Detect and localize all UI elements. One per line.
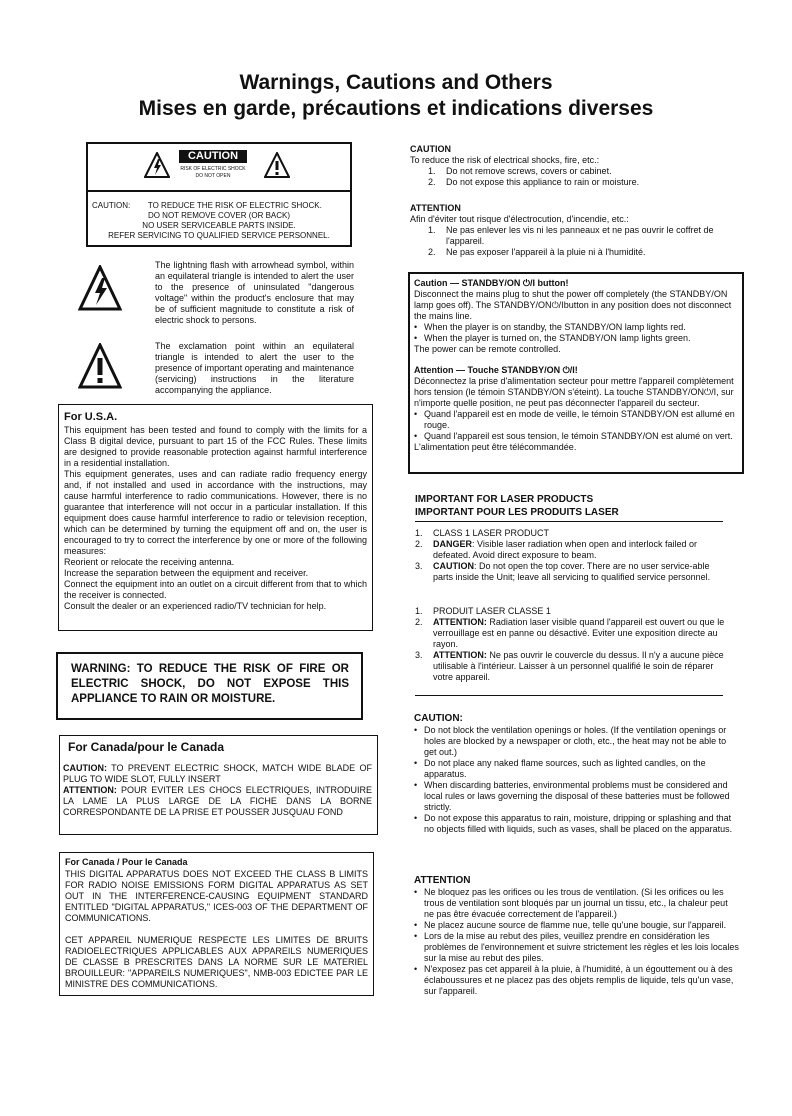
caution-label-line-3: NO USER SERVICEABLE PARTS INSIDE. <box>142 221 296 230</box>
caution-vent-heading: CAUTION: <box>414 713 463 724</box>
standby-fr-line: Déconnectez la prise d'alimentation secteur pour mettre l'appareil complètement hors tension (le témoin STANDBY/ON s'éteint). La touche STANDBY/ON <box>414 376 734 397</box>
caution-item-text: Do not expose this appliance to rain or moisture. <box>446 177 640 187</box>
laser-fr-item: 3. ATTENTION: Ne pas ouvrir le couvercle du dessus. Il n'y a aucune pièce utilisable à l'intérieur. Laisser à un personnel qualifié le soin de réparer votre appareil. <box>415 650 724 682</box>
laser-en-item: 3. CAUTION: Do not open the top cover. There are no user service-able parts inside the Unit; leave all servicing to qualified service personnel. <box>415 561 711 582</box>
power-icon: ⏻/I <box>704 387 717 397</box>
attention-item-text: Ne pas exposer l'appareil à la pluie ni à l'humidité. <box>446 247 646 257</box>
usa-paragraph: Consult the dealer or an experienced radio/TV technician for help. <box>64 601 327 611</box>
standby-fr-heading-text: Attention — Touche STANDBY/ON <box>414 365 563 375</box>
standby-fr-bullet: • Quand l'appareil est sous tension, le témoin STANDBY/ON est alumé on vert. <box>414 431 740 442</box>
standby-fr-text <box>414 376 740 409</box>
attention-heading: ATTENTION <box>410 203 461 213</box>
power-icon: ⏻/I <box>562 365 575 375</box>
usa-box <box>58 404 373 631</box>
caution-label-divider <box>88 190 350 192</box>
canada-caution-label: CAUTION: <box>63 763 107 773</box>
caution-section <box>410 144 745 188</box>
caution-heading: CAUTION <box>410 144 451 154</box>
usa-heading: For U.S.A. <box>64 411 118 423</box>
caution-label-line-2: DO NOT REMOVE COVER (OR BACK) <box>147 211 291 220</box>
attention-vent-item: • N'exposez pas cet appareil à la pluie, à l'humidité, à un égouttement ou à des éclaboussures et ne placez pas des objets remplis de liquide, tels qu'un vase, sur l'appareil. <box>414 964 739 997</box>
attention-vent-item: • Lors de la mise au rebut des piles, veuillez prendre en considération les problèmes de l'environnement et suivre strictement les règles et les lois locales sur la mise au rebut des piles. <box>414 931 739 964</box>
laser-heading-fr: IMPORTANT POUR LES PRODUITS LASER <box>415 507 619 518</box>
canada-ices-box <box>59 852 374 996</box>
risk-line-1: RISK OF ELECTRIC SHOCK <box>180 166 246 172</box>
canada-ices-fr: CET APPAREIL NUMERIQUE RESPECTE LES LIMITES DE BRUITS RADIOELECTRIQUES APPLICABLES AUX APPAREILS NUMERIQUES DE CLASSE B PRESCRITES DANS LA NORME SUR LE MATERIEL BROUILLEUR: "APPAREILS NUMERIQUES", NMB-003 EDICTEE PAR LE MINISTRE DES COMMUNICATIONS. <box>65 935 368 989</box>
laser-fr-item: 1. PRODUIT LASER CLASSE 1 <box>415 606 551 616</box>
caution-item: 2. Do not expose this appliance to rain or moisture. <box>428 177 640 187</box>
standby-en-bullet: • When the player is turned on, the STANDBY/ON lamp lights green. <box>414 333 740 344</box>
power-icon: ⏻/I <box>551 300 564 310</box>
laser-rule-top <box>415 521 723 522</box>
usa-paragraph: Increase the separation between the equipment and receiver. <box>64 568 309 578</box>
standby-fr-line: , sur n'importe quelle position, ne peut pas déconnecter l'appareil du secteur. <box>414 387 734 408</box>
power-icon: ⏻/I <box>522 278 535 288</box>
standby-fr-end: L'alimentation peut être télécommandée. <box>414 442 577 452</box>
standby-box <box>408 272 744 474</box>
laser-en-item: 1. CLASS 1 LASER PRODUCT <box>415 528 550 538</box>
lightning-triangle-icon <box>78 265 122 311</box>
laser-fr-list <box>415 606 727 683</box>
usa-paragraph: This equipment generates, uses and can radiate radio frequency energy and, if not installed and used in accordance with the instructions, may cause harmful interference to radio communications. However, there is no guarantee that interference will not occur in a particular installation. If this equipment does cause harmful interference to radio or television reception, which can be determined by turning the equipment off and on, the user is encouraged to try to correct the interference by one or more of the following measures: <box>64 469 367 556</box>
standby-en-text <box>414 289 740 322</box>
page-subtitle: Mises en garde, précautions et indications diverses <box>138 97 654 120</box>
usa-body <box>64 425 367 612</box>
exclamation-explanation: The exclamation point within an equilateral triangle is intended to alert the user to the presence of important operating and maintenance (servicing) instructions in the literature accompanying the appliance. <box>155 341 354 395</box>
laser-en-list <box>415 528 727 583</box>
laser-fr-item: 2. ATTENTION: Radiation laser visible quand l'appareil est ouvert ou que le verrouillage est en panne ou désactivé. Eviter une exposition directe au rayon. <box>415 617 725 649</box>
laser-en-item: 2. DANGER: Visible laser radiation when open and interlock failed or defeated. Avoid direct exposure to beam. <box>415 539 697 560</box>
attention-section <box>410 203 745 258</box>
standby-en-bullet: • When the player is on standby, the STANDBY/ON lamp lights red. <box>414 322 740 333</box>
canada-heading: For Canada/pour le Canada <box>68 740 225 754</box>
standby-en-heading <box>414 278 740 289</box>
canada-attention-text: POUR EVITER LES CHOCS ELECTRIQUES, INTRODUIRE LA LAME LA PLUS LARGE DE LA FICHE DANS LA BORNE CORRESPONDANTE DE LA PRISE ET POUSSER JUSQUAU FOND <box>63 785 372 817</box>
standby-en-heading-text: Caution — STANDBY/ON <box>414 278 523 288</box>
standby-fr-heading-end: ! <box>574 365 578 375</box>
standby-fr <box>414 365 740 453</box>
caution-vent-section <box>414 712 739 835</box>
warning-text: WARNING: TO REDUCE THE RISK OF FIRE OR ELECTRIC SHOCK, DO NOT EXPOSE THIS APPLIANCE TO RAIN OR MOISTURE. <box>71 663 349 705</box>
page-title: Warnings, Cautions and Others <box>239 71 553 94</box>
attention-item-text: Ne pas enlever les vis ni les panneaux et ne pas ouvrir le coffret de l'appareil. <box>446 225 714 246</box>
standby-en-line: button in any position does not disconnect the mains line. <box>414 300 732 321</box>
canada-caution <box>63 763 372 785</box>
exclamation-triangle-icon <box>78 343 122 389</box>
standby-en-line: Disconnect the mains plug to shut the power off completely (the STANDBY/ON lamp goes off). The STANDBY/ON <box>414 289 728 310</box>
lightning-triangle-icon <box>144 152 170 178</box>
caution-vent-item: • When discarding batteries, environmental problems must be considered and local rules or laws governing the disposal of these batteries must be followed strictly. <box>414 780 739 813</box>
standby-en <box>414 278 740 355</box>
canada-attention-label: ATTENTION: <box>63 785 117 795</box>
lightning-explanation: The lightning flash with arrowhead symbol, within an equilateral triangle is intended to alert the user to the presence of uninsulated "dangerous voltage" within the product's enclosure that may be of sufficient magnitude to constitute a risk of electric shock to persons. <box>155 260 354 325</box>
attention-item: 2. Ne pas exposer l'appareil à la pluie ni à l'humidité. <box>428 247 646 257</box>
laser-en-item-text: CLASS 1 LASER PRODUCT <box>433 528 550 538</box>
caution-label-box <box>86 142 352 247</box>
warning-box <box>56 652 363 720</box>
laser-fr-item-label: ATTENTION: <box>433 617 487 627</box>
attention-vent-item: • Ne placez aucune source de flamme nue, telle qu'une bougie, sur l'appareil. <box>414 920 739 931</box>
laser-fr-item-label: ATTENTION: <box>433 650 487 660</box>
caution-label-line-1: CAUTION: TO REDUCE THE RISK OF ELECTRIC SHOCK. <box>92 201 322 210</box>
standby-en-end: The power can be remote controlled. <box>414 344 561 354</box>
laser-fr-item-text: Radiation laser visible quand l'appareil est ouvert ou que le verrouillage est en panne ou désactivé. Eviter une exposition directe au rayon. <box>433 617 725 649</box>
caution-vent-item: • Do not expose this apparatus to rain, moisture, dripping or splashing and that no objects filled with liquids, such as vases, shall be placed on the apparatus. <box>414 813 739 835</box>
canada-attention <box>63 785 372 818</box>
standby-fr-heading <box>414 365 740 376</box>
attention-intro: Afin d'éviter tout risque d'électrocution, d'incendie, etc.: <box>410 214 629 224</box>
usa-paragraph: Connect the equipment into an outlet on a circuit different from that to which the receiver is connected. <box>64 579 367 600</box>
caution-item-text: Do not remove screws, covers or cabinet. <box>446 166 612 176</box>
standby-en-heading-end: button! <box>534 278 569 288</box>
laser-en-item-text: : Do not open the top cover. There are no user service-able parts inside the Unit; leave all servicing to qualified service personnel. <box>433 561 711 582</box>
caution-item: 1. Do not remove screws, covers or cabinet. <box>428 166 612 176</box>
attention-vent-item: • Ne bloquez pas les orifices ou les trous de ventilation. (Si les orifices ou les trous de ventilation sont bloqués par un journal un tissu, etc., la chaleur peut ne pas être évacuée correctement de l'appareil.) <box>414 887 739 920</box>
canada-ices-en: THIS DIGITAL APPARATUS DOES NOT EXCEED THE CLASS B LIMITS FOR RADIO NOISE EMISSIONS FORM DIGITAL APPARATUS AS SET OUT IN THE INTERFERENCE-CAUSING EQUIPMENT STANDARD ENTITLED "DIGITAL APPARATUS," ICES-003 OF THE DEPARTMENT OF COMMUNICATIONS. <box>65 869 368 923</box>
laser-heading-en: IMPORTANT FOR LASER PRODUCTS <box>415 494 594 505</box>
caution-intro: To reduce the risk of electrical shocks, fire, etc.: <box>410 155 600 165</box>
risk-line-2: DO NOT OPEN <box>195 173 231 179</box>
attention-item: 1. Ne pas enlever les vis ni les panneaux et ne pas ouvrir le coffret de l'appareil. <box>428 225 714 246</box>
laser-fr-item-text: PRODUIT LASER CLASSE 1 <box>433 606 551 616</box>
laser-en-item-label: DANGER <box>433 539 473 549</box>
laser-heading <box>415 493 723 519</box>
caution-badge: CAUTION <box>179 150 247 163</box>
attention-vent-section <box>414 874 739 997</box>
laser-rule-bottom <box>415 695 723 696</box>
standby-fr-bullet: • Quand l'appareil est en mode de veille, le témoin STANDBY/ON est allumé en rouge. <box>414 409 740 431</box>
canada-ices-heading: For Canada / Pour le Canada <box>65 857 188 867</box>
usa-paragraph: Reorient or relocate the receiving antenna. <box>64 557 235 567</box>
laser-fr-item-text: Ne pas ouvrir le couvercle du dessus. Il n'y a aucune pièce utilisable à l'intérieur. Laisser à un personnel qualifié le soin de réparer votre appareil. <box>433 650 724 682</box>
laser-en-item-text: : Visible laser radiation when open and interlock failed or defeated. Avoid direct exposure to beam. <box>433 539 697 560</box>
caution-label-line-4: REFER SERVICING TO QUALIFIED SERVICE PERSONNEL. <box>108 231 330 240</box>
canada-caution-text: TO PREVENT ELECTRIC SHOCK, MATCH WIDE BLADE OF PLUG TO WIDE SLOT, FULLY INSERT <box>63 763 372 784</box>
caution-vent-item: • Do not block the ventilation openings or holes. (If the ventilation openings or holes are blocked by a newspaper or cloth, etc., the heat may not be able to get out.) <box>414 725 739 758</box>
attention-vent-heading: ATTENTION <box>414 875 471 886</box>
canada-box <box>59 735 378 835</box>
caution-vent-item: • Do not place any naked flame sources, such as lighted candles, on the apparatus. <box>414 758 739 780</box>
exclamation-triangle-small-icon <box>264 152 290 178</box>
laser-en-item-label: CAUTION <box>433 561 474 571</box>
usa-paragraph: This equipment has been tested and found to comply with the limits for a Class B digital device, pursuant to part 15 of the FCC Rules. These limits are designed to provide reasonable protection against harmful interference in a residential installation. <box>64 425 367 468</box>
